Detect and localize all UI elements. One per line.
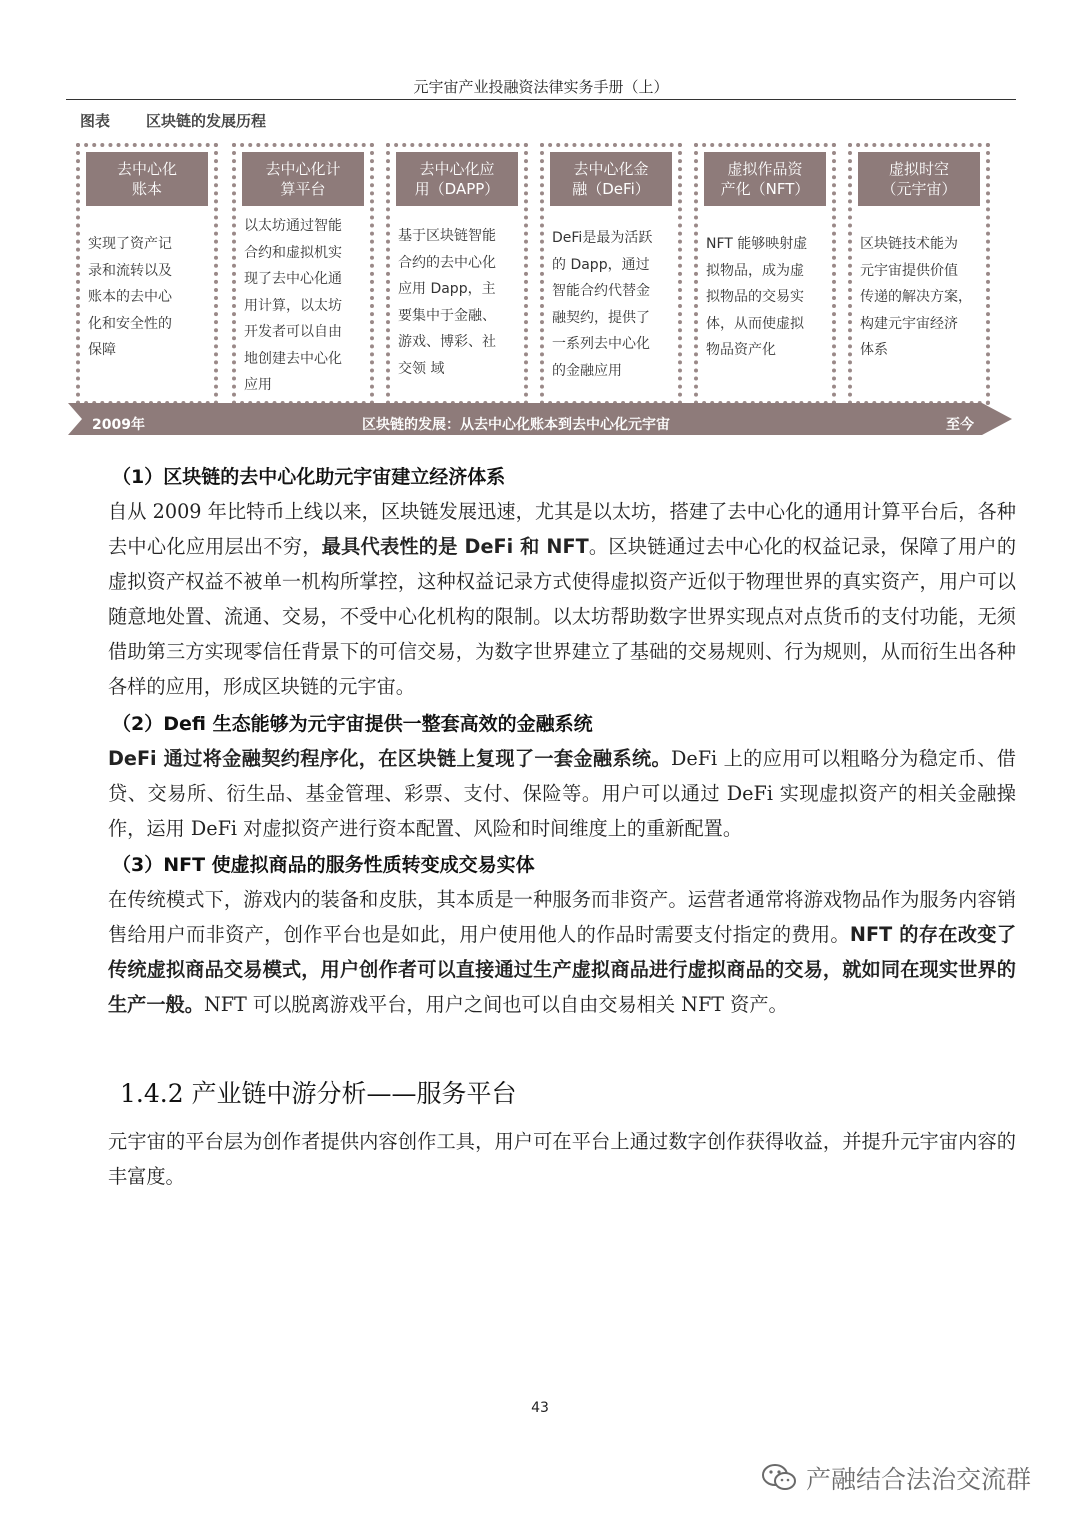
watermark bbox=[760, 1460, 1031, 1496]
stage-title: 虚拟作品资 产化（NFT） bbox=[704, 152, 826, 206]
paragraph-text: 元宇宙的平台层为创作者提供内容创作工具，用户可在平台上通过数字创作获得收益，并提升元宇宙内容的丰富度。 bbox=[108, 1130, 1016, 1188]
paragraph-text: DeFi 上的应用可以粗略分为稳定币、借贷、交易所、衍生品、基金管理、彩票、支付、保险等。用户可以通过 DeFi 实现虚拟资产的相关金融操作，运用 DeFi 对虚拟资产进行资本配置、风险和时间维度上的重新配置。 bbox=[108, 747, 1016, 840]
section-1-4-2-title: 1.4.2 产业链中游分析——服务平台 bbox=[120, 1079, 517, 1108]
timeline-caption: 区块链的发展：从去中心化账本到去中心化元宇宙 bbox=[362, 417, 670, 433]
stage-text: DeFi是最为活跃 的 Dapp，通过 智能合约代替金 融契约，提供了 一系列去中心化 的金融应用 bbox=[552, 230, 653, 379]
paragraph-text: 。区块链通过去中心化的权益记录，保障了用户的虚拟资产权益不被单一机构所掌控，这种权益记录方式使得虚拟资产近似于物理世界的真实资产，用户可以随意地处置、流通、交易，不受中心化机构的限制。以太坊帮助数字世界实现点对点货币的支付功能，无须借助第三方实现零信任背景下的可信交易，为数字世界建立了基础的交易规则、行为规则，从而衍生出各种各样的应用，形成区块链的元宇宙。 bbox=[108, 535, 1017, 698]
stage-text: 以太坊通过智能 合约和虚拟机实 现了去中心化通 用计算，以太坊 开发者可以自由 地创建去中心化 应用 bbox=[244, 218, 342, 393]
header-rule bbox=[66, 99, 1016, 100]
figure-title: 区块链的发展历程 bbox=[146, 112, 267, 130]
stage-box-3 bbox=[386, 143, 528, 405]
running-header: 元宇宙产业投融资法律实务手册（上） bbox=[413, 78, 669, 96]
figure-caption bbox=[80, 110, 266, 131]
stage-text: 基于区块链智能 合约的去中心化 应用 Dapp，主 要集中于金融、 游戏、博彩、社 交领 域 bbox=[398, 228, 496, 377]
page-number: 43 bbox=[531, 1400, 549, 1416]
paragraph-text: 在传统模式下，游戏内的装备和皮肤，其本质是一种服务而非资产。运营者通常将游戏物品作为服务内容销售给用户而非资产，创作平台也是如此，用户使用他人的作品时需要支付指定的费用。 bbox=[108, 888, 1016, 946]
stage-title: 去中心化计 算平台 bbox=[242, 152, 364, 206]
stage-text: NFT 能够映射虚 拟物品，成为虚 拟物品的交易实 体，从而使虚拟 物品资产化 bbox=[706, 236, 808, 358]
section-1-paragraph bbox=[66, 494, 1016, 704]
stage-box-6 bbox=[848, 143, 990, 405]
stage-title: 虚拟时空 （元宇宙） bbox=[858, 152, 980, 206]
section-3-paragraph bbox=[66, 882, 1016, 1022]
wechat-icon bbox=[760, 1462, 800, 1494]
paragraph-text: NFT 可以脱离游戏平台，用户之间也可以自由交易相关 NFT 资产。 bbox=[203, 993, 788, 1016]
stage-title: 去中心化 账本 bbox=[86, 152, 208, 206]
section-1-4-2-paragraph bbox=[66, 1124, 1016, 1194]
timeline-start: 2009年 bbox=[92, 417, 145, 433]
paragraph-bold-text: NFT 的存在改变了传统虚拟商品交易模式，用户创作者可以直接通过生产虚拟商品进行虚拟商品的交易，就如同在现实世界的生产一般。 bbox=[108, 923, 1017, 1016]
section-1-heading: （1）区块链的去中心化助元宇宙建立经济体系 bbox=[112, 466, 506, 488]
section-2-paragraph bbox=[66, 741, 1016, 846]
paragraph-bold-text: DeFi 通过将金融契约程序化，在区块链上复现了一套金融系统。 bbox=[108, 747, 671, 770]
paragraph-text: 自从 2009 年比特币上线以来，区块链发展迅速，尤其是以太坊，搭建了去中心化的通用计算平台后，各种去中心化应用层出不穷， bbox=[108, 500, 1016, 558]
stage-text: 实现了资产记 录和流转以及 账本的去中心 化和安全性的 保障 bbox=[88, 236, 172, 358]
timeline-end: 至今 bbox=[946, 417, 974, 433]
stage-box-1 bbox=[76, 143, 218, 405]
stage-box-5 bbox=[694, 143, 836, 405]
stage-box-4 bbox=[540, 143, 682, 405]
paragraph-bold-text: 最具代表性的是 DeFi 和 NFT bbox=[321, 535, 589, 558]
section-2-heading: （2）Defi 生态能够为元宇宙提供一整套高效的金融系统 bbox=[112, 713, 593, 735]
stage-title: 去中心化应 用（DAPP） bbox=[396, 152, 518, 206]
section-3-heading: （3）NFT 使虚拟商品的服务性质转变成交易实体 bbox=[112, 854, 535, 876]
stage-title: 去中心化金 融（DeFi） bbox=[550, 152, 672, 206]
stage-text: 区块链技术能为 元宇宙提供价值 传递的解决方案， 构建元宇宙经济 体系 bbox=[860, 236, 972, 358]
figure-label: 图表 bbox=[80, 112, 111, 130]
stage-box-2 bbox=[232, 143, 374, 405]
watermark-text: 产融结合法治交流群 bbox=[806, 1465, 1032, 1494]
